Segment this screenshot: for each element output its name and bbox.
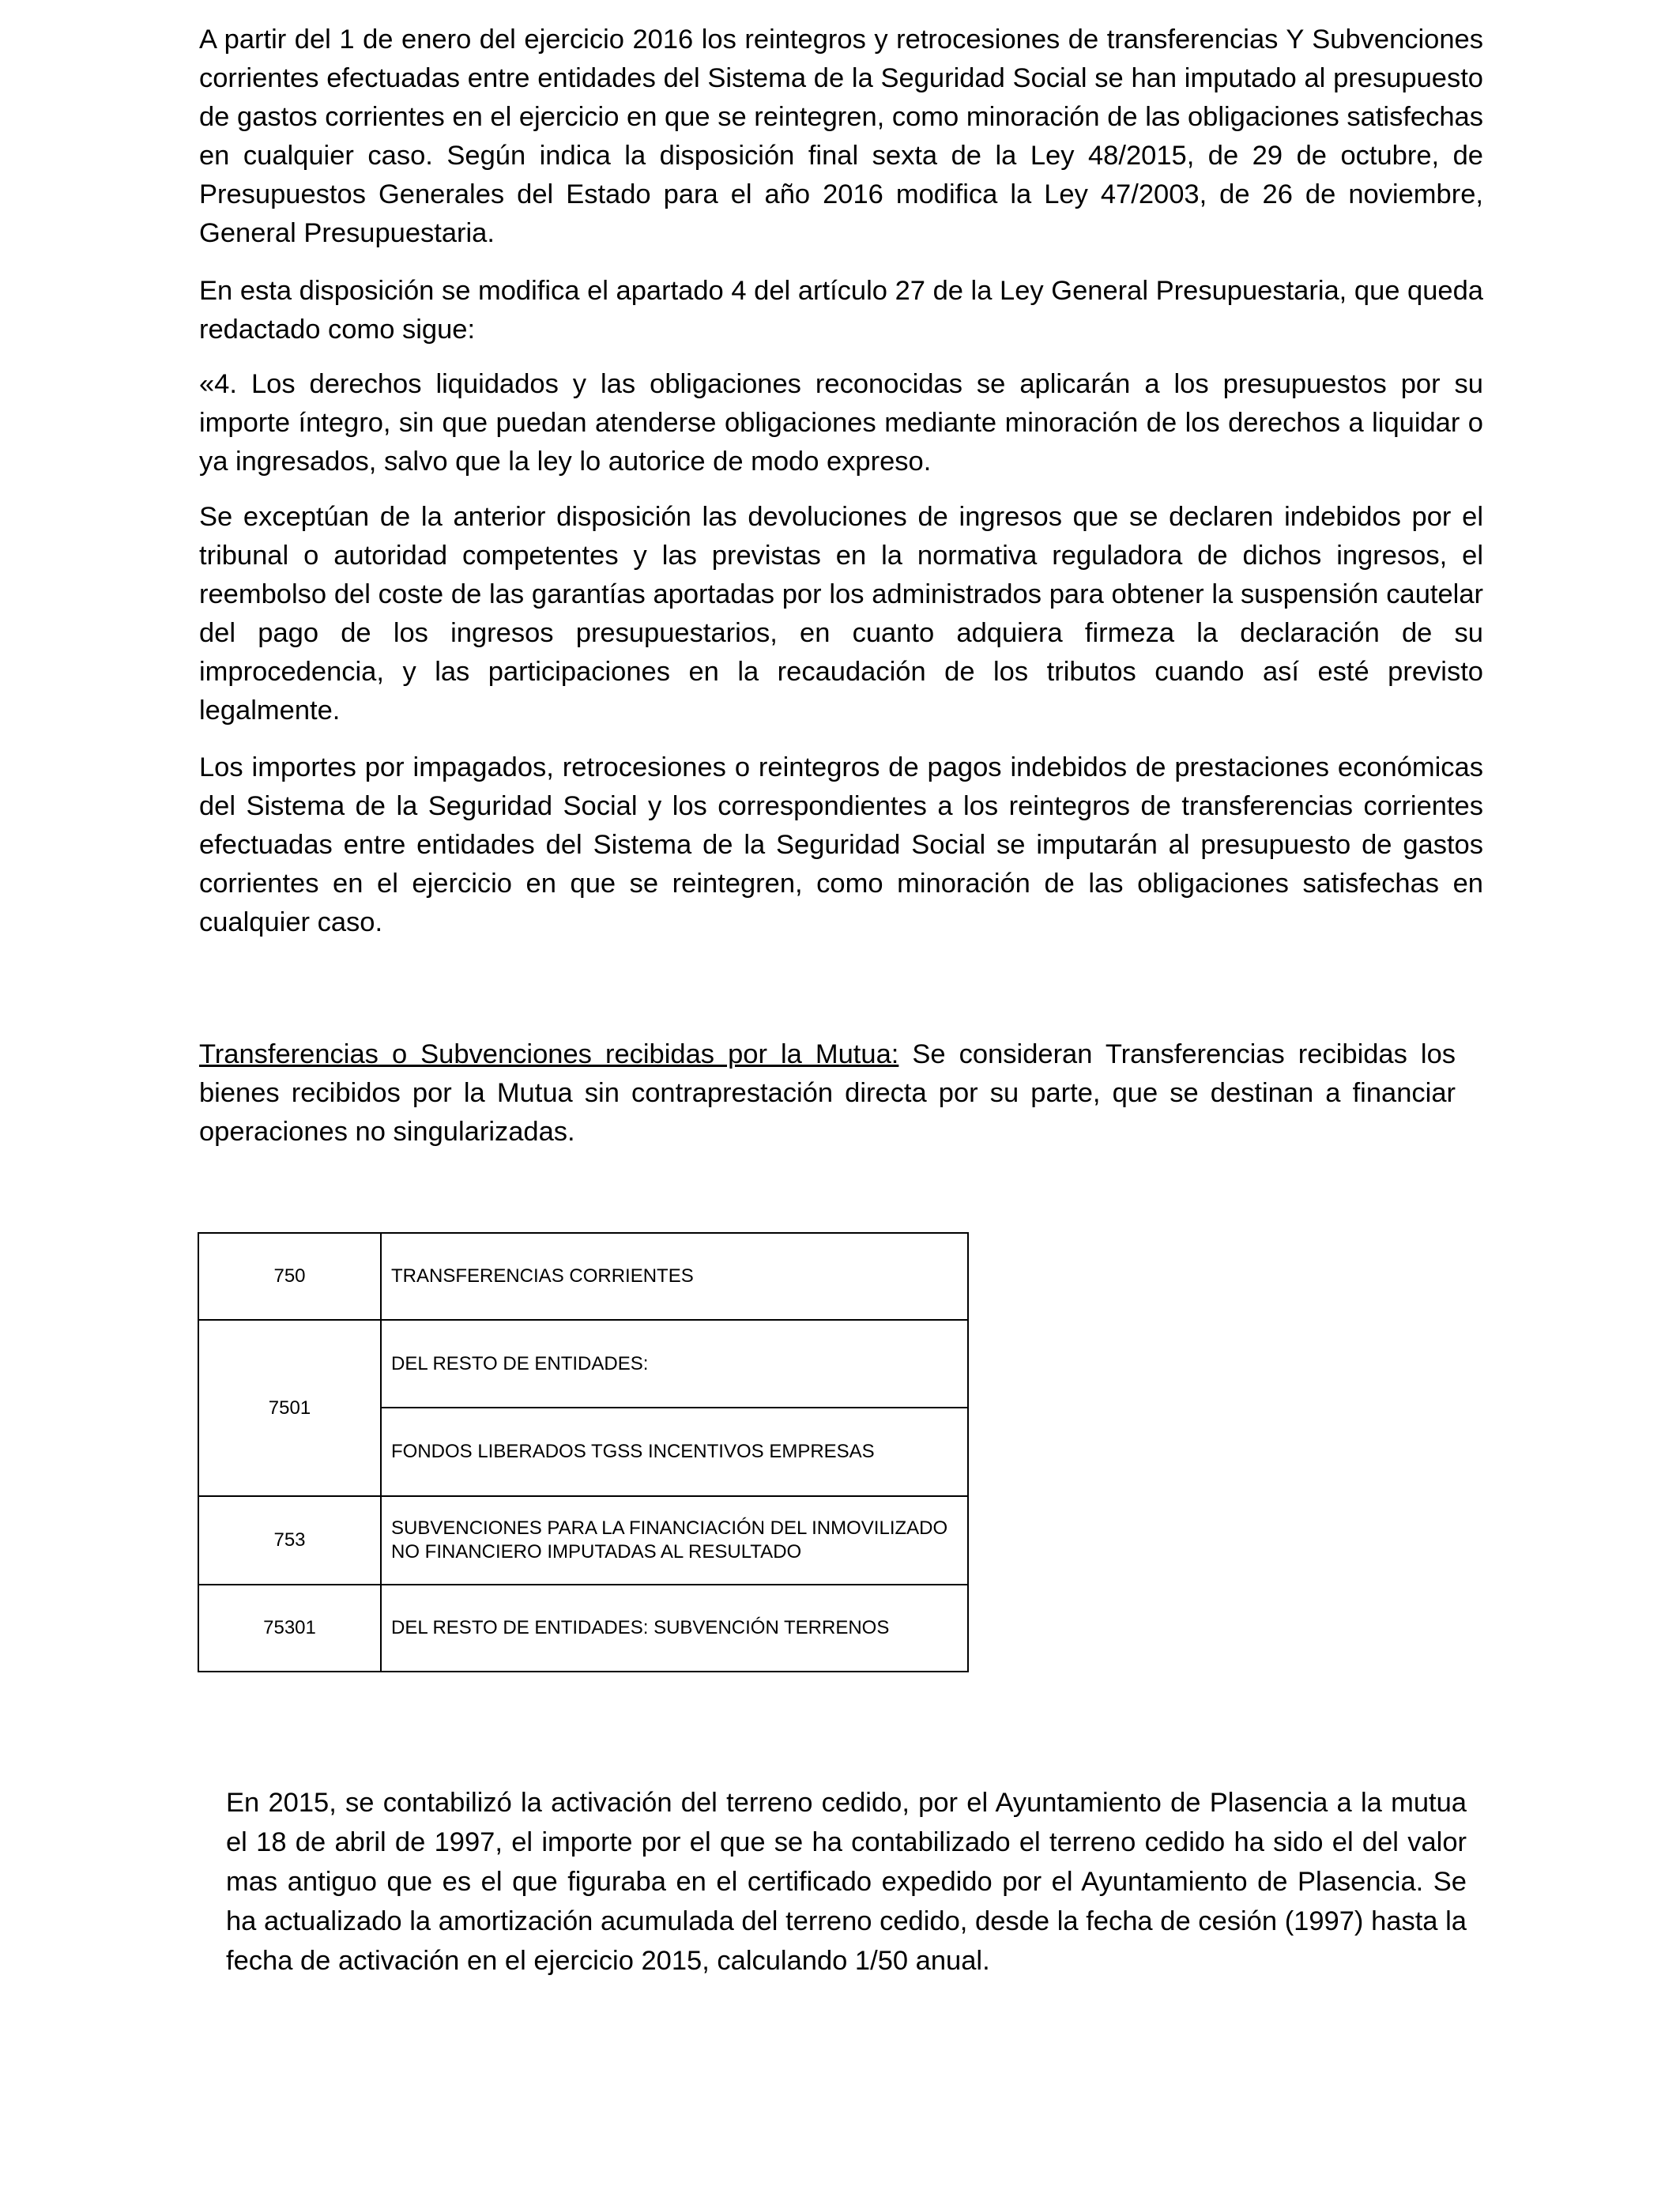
account-code: 7501 — [198, 1320, 381, 1496]
table-row — [198, 1585, 968, 1672]
paragraph-articulo-4: «4. Los derechos liquidados y las obligaciones reconocidas se aplicarán a los presupuestos por su importe íntegro, sin que puedan atenderse obligaciones mediante minoración de los derechos a liquidar o ya ingresados, salvo que la ley lo autorice de modo expreso. — [199, 369, 1483, 477]
table-row — [198, 1496, 968, 1585]
account-description: DEL RESTO DE ENTIDADES: — [381, 1320, 968, 1408]
paragraph-importes-impagados: Los importes por impagados, retrocesiones o reintegros de pagos indebidos de prestaciones económicas del Sistema de la Seguridad Social y los correspondientes a los reintegros de transferencias corrientes efectuadas entre entidades del Sistema de la Seguridad Social se imputarán al presupuesto de gastos corrientes en el ejercicio en que se reintegren, como minoración de las obligaciones satisfechas en cualquier caso. — [199, 752, 1483, 937]
definition-text: Se consideran Transferencias recibidas los bienes recibidos por la Mutua sin contraprestación directa por su parte, que se destinan a financiar operaciones no singularizadas. — [199, 1039, 1456, 1147]
accounts-table — [198, 1232, 969, 1672]
account-description: SUBVENCIONES PARA LA FINANCIACIÓN DEL INMOVILIZADO NO FINANCIERO IMPUTADAS AL RESULTADO — [381, 1496, 968, 1585]
table-row — [198, 1233, 968, 1320]
paragraph-excepciones: Se exceptúan de la anterior disposición las devoluciones de ingresos que se declaren indebidos por el tribunal o autoridad competentes y las previstas en la normativa reguladora de dichos ingresos, el reembolso del coste de las garantías aportadas por los administrados para obtener la suspensión cautelar del pago de los ingresos presupuestarios, en cuanto adquiera firmeza la declaración de su improcedencia, y las participaciones en la recaudación de los tributos cuando así esté previsto legalmente. — [199, 502, 1483, 726]
paragraph-terreno-cedido: En 2015, se contabilizó la activación del terreno cedido, por el Ayuntamiento de Plasencia a la mutua el 18 de abril de 1997, el importe por el que se ha contabilizado el terreno cedido ha sido el del valor mas antiguo que es el que figuraba en el certificado expedido por el Ayuntamiento de Plasencia. Se ha actualizado la amortización acumulada del terreno cedido, desde la fecha de cesión (1997) hasta la fecha de activación en el ejercicio 2015, calculando 1/50 anual. — [226, 1788, 1467, 1976]
account-description: DEL RESTO DE ENTIDADES: SUBVENCIÓN TERRENOS — [381, 1585, 968, 1672]
paragraph-disposicion: En esta disposición se modifica el apartado 4 del artículo 27 de la Ley General Presupuestaria, que queda redactado como sigue: — [199, 276, 1483, 345]
paragraph-reintegros: A partir del 1 de enero del ejercicio 2016 los reintegros y retrocesiones de transferencias Y Subvenciones corrientes efectuadas entre entidades del Sistema de la Seguridad Social se han imputado al presupuesto de gastos corrientes en el ejercicio en que se reintegren, como minoración de las obligaciones satisfechas en cualquier caso. Según indica la disposición final sexta de la Ley 48/2015, de 29 de octubre, de Presupuestos Generales del Estado para el año 2016 modifica la Ley 47/2003, de 26 de noviembre, General Presupuestaria. — [199, 25, 1483, 248]
account-description: FONDOS LIBERADOS TGSS INCENTIVOS EMPRESAS — [381, 1408, 968, 1496]
account-code: 75301 — [198, 1585, 381, 1672]
paragraph-definicion-transferencias — [199, 1035, 1456, 1152]
definition-term: Transferencias o Subvenciones recibidas por la Mutua: — [199, 1039, 899, 1069]
account-code: 753 — [198, 1496, 381, 1585]
account-description: TRANSFERENCIAS CORRIENTES — [381, 1233, 968, 1320]
table-row — [198, 1320, 968, 1408]
account-code: 750 — [198, 1233, 381, 1320]
